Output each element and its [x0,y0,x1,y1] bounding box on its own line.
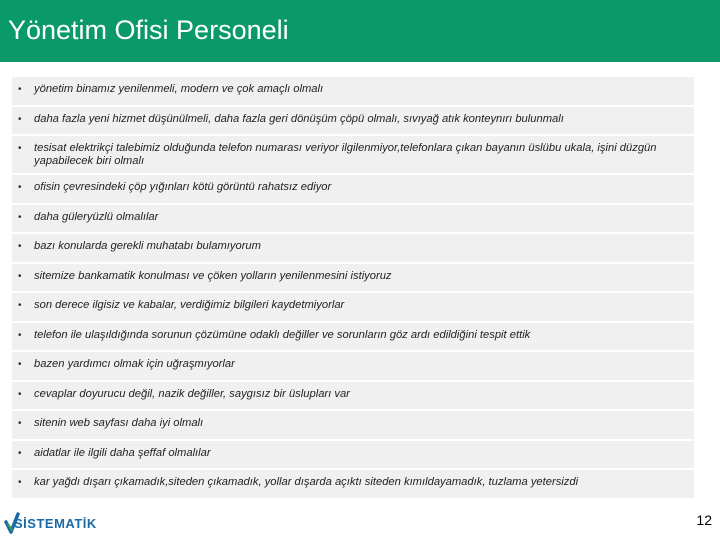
list-item-text: sitemize bankamatik konulması ve çöken yolların yenilenmesini istiyoruz [34,269,392,282]
list-item [12,352,694,382]
list-item-text: bazı konularda gerekli muhatabı bulamıyorum [34,240,261,252]
list-item-text: daha güleryüzlü olmalılar [34,210,159,223]
list-item-text: son derece ilgisiz ve kabalar, verdiğimiz bilgileri kaydetmiyorlar [34,299,345,311]
list-item-text: daha fazla yeni hizmet düşünülmeli, daha fazla geri dönüşüm çöpü olmalı, sıvıyağ atık konteynırı bulunmalı [34,112,564,125]
list-item [12,175,694,205]
bullet-icon: • [18,388,22,400]
list-item [12,293,694,323]
list-item [12,107,694,137]
list-item [12,470,694,500]
list-item [12,441,694,471]
list-item [12,205,694,235]
page-number: 12 [696,512,712,528]
list-item-text: aidatlar ile ilgili daha şeffaf olmalılar [34,446,211,459]
bullet-icon: • [18,113,22,125]
bullet-icon: • [18,182,22,193]
list-item-text: telefon ile ulaşıldığında sorunun çözümüne odaklı değiller ve sorunların göz ardı edildiğini tespit ettik [34,328,531,341]
bullet-icon: • [18,447,22,459]
bullet-icon: • [18,84,22,95]
bullet-icon: • [18,270,22,282]
list-item [12,323,694,353]
list-item-text: tesisat elektrikçi talebimiz olduğunda telefon numarası veriyor ilgilenmiyor,telefonlara çıkan bayanın üslübu ukala, işini düzgün yapabilecek biri olmalı [34,142,657,167]
bullet-icon: • [18,241,22,252]
bullet-icon: • [18,359,22,370]
list-item [12,382,694,412]
list-item-text: yönetim binamız yenilenmeli, modern ve çok amaçlı olmalı [34,83,324,95]
bullet-icon: • [18,300,22,311]
list-item-text: cevaplar doyurucu değil, nazik değiller, saygısız bir üslupları var [34,387,350,400]
list-item-text: ofisin çevresindeki çöp yığınları kötü görüntü rahatsız ediyor [34,181,332,193]
bullet-icon: • [18,329,22,341]
bullet-icon: • [18,211,22,223]
bullet-icon: • [18,477,22,488]
slide-title: Yönetim Ofisi Personeli [8,15,289,45]
list-item-text: bazen yardımcı olmak için uğraşmıyorlar [34,358,235,370]
feedback-list [12,77,694,500]
logo-wordmark: SİSTEMATİK [14,516,97,531]
slide-header [0,0,720,62]
list-item [12,234,694,264]
list-item [12,264,694,294]
list-item [12,136,694,175]
list-item [12,411,694,441]
list-item-text: kar yağdı dışarı çıkamadık,siteden çıkamadık, yollar dışarda açıktı siteden kımıldayamadık, tuzlama yetersizdi [34,476,579,488]
bullet-icon: • [18,143,22,154]
list-item [12,77,694,107]
bullet-icon: • [18,418,22,429]
list-item-text: sitenin web sayfası daha iyi olmalı [34,417,204,429]
